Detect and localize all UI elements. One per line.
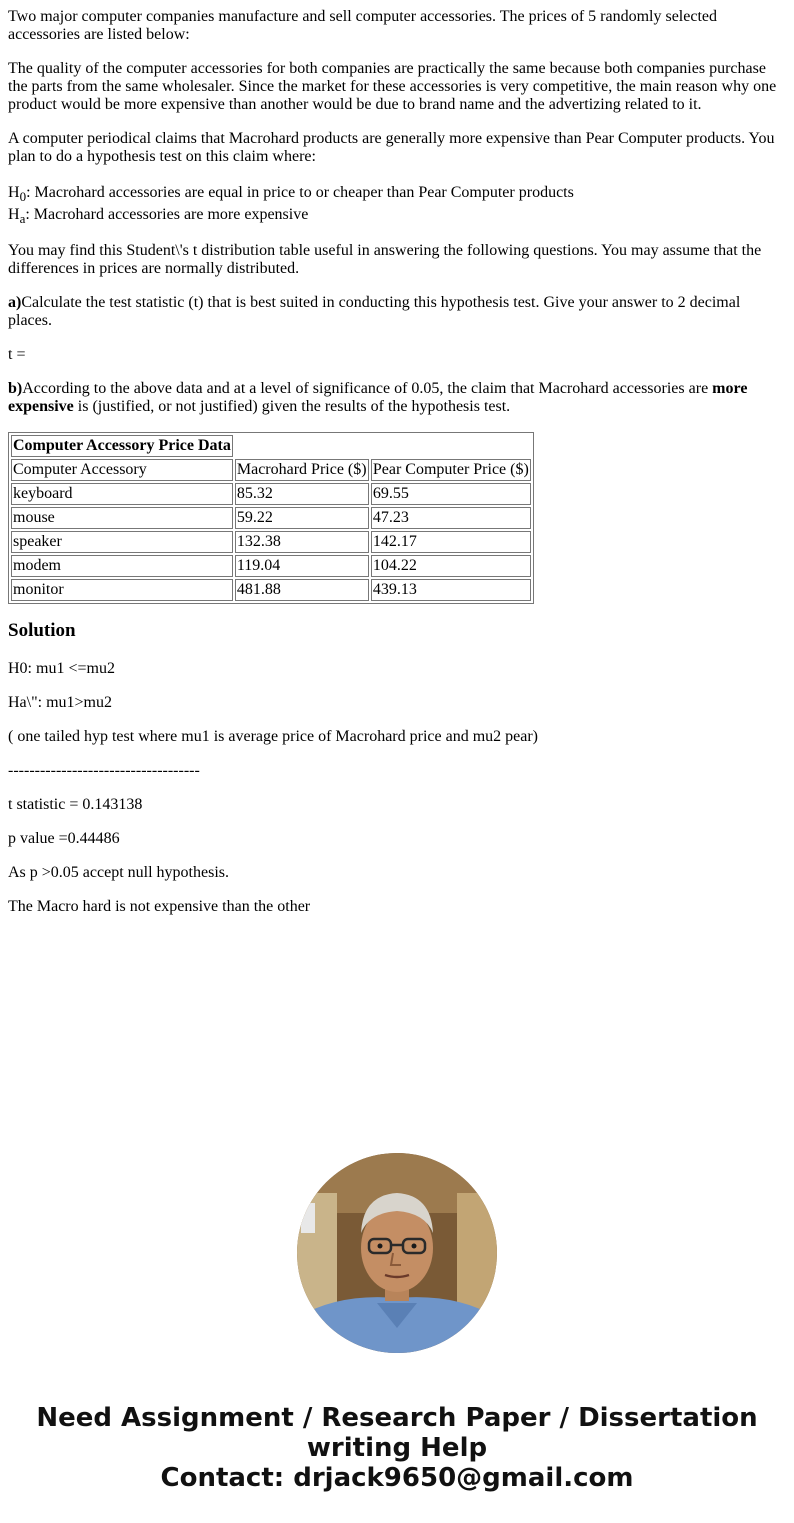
promo-footer	[0, 1403, 794, 1493]
part-a-question	[8, 294, 786, 330]
footer-line-1: Need Assignment / Research Paper / Dissertation	[36, 1403, 758, 1433]
alternative-hypothesis-text: : Macrohard accessories are more expensive	[25, 206, 309, 223]
footer-contact: Contact: drjack9650@gmail.com	[160, 1463, 634, 1493]
alternative-hypothesis	[8, 204, 786, 226]
accessory-cell: mouse	[11, 507, 233, 529]
accessory-cell: keyboard	[11, 483, 233, 505]
header-pear-price: Pear Computer Price ($)	[371, 459, 531, 481]
part-b-label: b)	[8, 380, 23, 397]
accessory-cell: speaker	[11, 531, 233, 553]
quality-paragraph: The quality of the computer accessories for both companies are practically the same because both companies purchase the parts from the same wholesaler. Since the market for these accessories is very competitive, the main reason why one product would be more expensive than another would be due to brand name and the advertizing related to it.	[8, 60, 777, 113]
pear-price-cell: 439.13	[371, 579, 531, 601]
solution-line: Ha\": mu1>mu2	[8, 694, 112, 711]
solution-heading: Solution	[8, 620, 76, 641]
null-hypothesis	[8, 182, 786, 204]
table-header-row	[11, 459, 531, 481]
solution-line: As p >0.05 accept null hypothesis.	[8, 864, 229, 881]
t-table-note: You may find this Student\'s t distribution table useful in answering the following questions. You may assume that the differences in prices are normally distributed.	[8, 242, 762, 277]
author-avatar	[297, 1153, 497, 1353]
part-b-text-start: According to the above data and at a level of significance of 0.05, the claim that Macrohard accessories are	[22, 380, 713, 397]
null-hypothesis-symbol: H	[8, 184, 20, 201]
macrohard-price-cell: 85.32	[235, 483, 369, 505]
pear-price-cell: 69.55	[371, 483, 531, 505]
macrohard-price-cell: 59.22	[235, 507, 369, 529]
pear-price-cell: 47.23	[371, 507, 531, 529]
accessory-cell: modem	[11, 555, 233, 577]
part-b-bold-phrase: more expensive	[8, 380, 748, 415]
null-hypothesis-text: : Macrohard accessories are equal in price to or cheaper than Pear Computer products	[26, 184, 574, 201]
header-macrohard-price: Macrohard Price ($)	[235, 459, 369, 481]
part-b-question	[8, 380, 786, 416]
table-row	[11, 531, 531, 553]
document-body	[8, 8, 786, 932]
null-hypothesis-subscript: 0	[19, 189, 27, 204]
table-caption: Computer Accessory Price Data	[11, 435, 233, 457]
table-row	[11, 555, 531, 577]
table-row	[11, 579, 531, 601]
solution-line: t statistic = 0.143138	[8, 796, 143, 813]
solution-line: p value =0.44486	[8, 830, 120, 847]
alternative-hypothesis-subscript: a	[19, 211, 26, 226]
intro-paragraph: Two major computer companies manufacture and sell computer accessories. The prices of 5 randomly selected accessories are listed below:	[8, 8, 717, 43]
macrohard-price-cell: 132.38	[235, 531, 369, 553]
price-data-table	[8, 432, 534, 604]
pear-price-cell: 142.17	[371, 531, 531, 553]
accessory-cell: monitor	[11, 579, 233, 601]
part-a-label: a)	[8, 294, 22, 311]
solution-line: H0: mu1 <=mu2	[8, 660, 115, 677]
t-answer-line: t =	[8, 346, 26, 363]
table-caption-row	[11, 435, 531, 457]
alternative-hypothesis-symbol: H	[8, 206, 20, 223]
solution-line: ( one tailed hyp test where mu1 is average price of Macrohard price and mu2 pear)	[8, 728, 538, 745]
part-b-text-end: is (justified, or not justified) given the results of the hypothesis test.	[73, 398, 511, 415]
macrohard-price-cell: 119.04	[235, 555, 369, 577]
table-row	[11, 507, 531, 529]
footer-line-2: writing Help	[306, 1433, 488, 1463]
solution-divider: ------------------------------------	[8, 762, 200, 779]
table-row	[11, 483, 531, 505]
pear-price-cell: 104.22	[371, 555, 531, 577]
claim-paragraph: A computer periodical claims that Macrohard products are generally more expensive than Pear Computer products. You plan to do a hypothesis test on this claim where:	[8, 130, 775, 165]
header-accessory: Computer Accessory	[11, 459, 233, 481]
solution-line: The Macro hard is not expensive than the other	[8, 898, 311, 915]
macrohard-price-cell: 481.88	[235, 579, 369, 601]
part-a-text: Calculate the test statistic (t) that is best suited in conducting this hypothesis test. Give your answer to 2 decimal places.	[8, 294, 741, 329]
